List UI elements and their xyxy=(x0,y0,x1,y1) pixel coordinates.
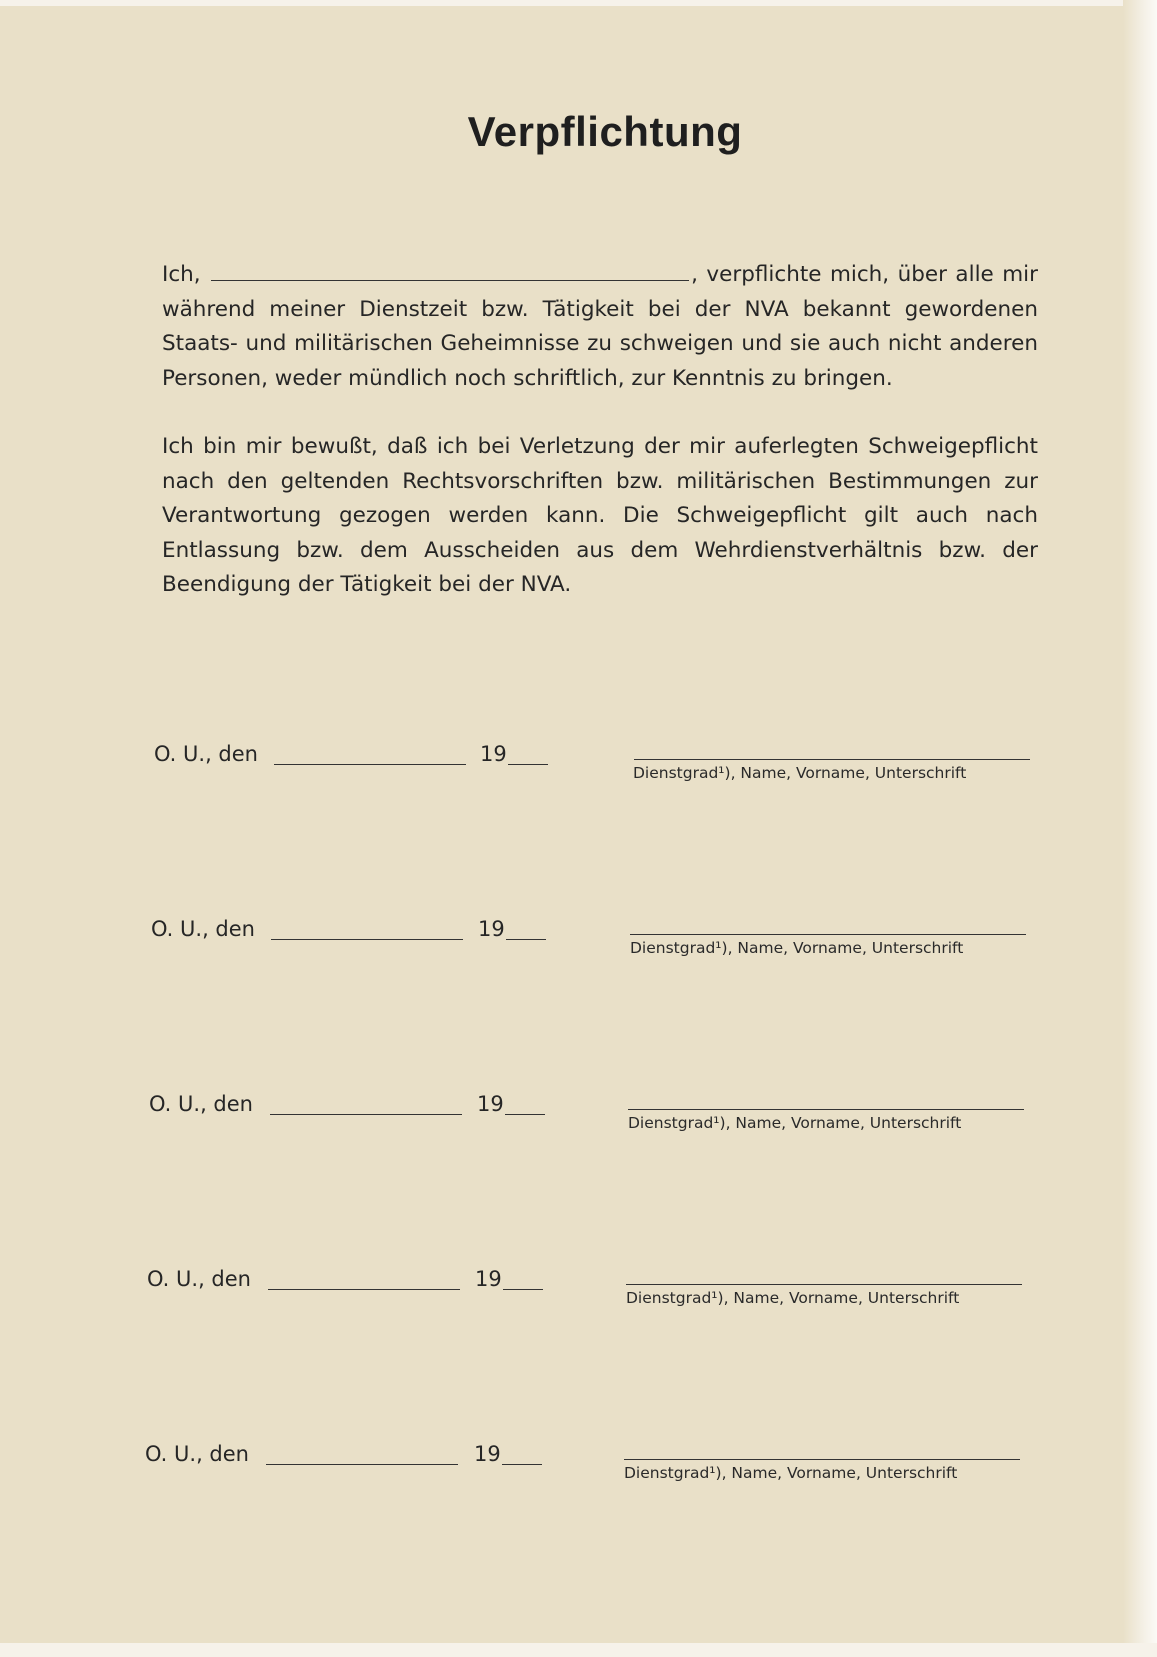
date-fill-line xyxy=(274,764,466,765)
year-prefix: 19 xyxy=(474,1442,501,1466)
signature-fill-line xyxy=(628,1109,1024,1110)
year-prefix: 19 xyxy=(477,1092,504,1116)
signature-caption: Dienstgrad¹), Name, Vorname, Unterschrift xyxy=(626,1289,960,1307)
year-prefix: 19 xyxy=(478,917,505,941)
paragraph-awareness: Ich bin mir bewußt, daß ich bei Verletzung der mir auferlegten Schweigepflicht nach den geltenden Rechtsvorschriften bzw. militärischen Bestimmungen zur Verantwortung gezogen werden kann. Die Schweigepflicht gilt auch nach Entlassung bzw. dem Ausscheiden aus dem Wehrdienstverhältnis bzw. der Beendigung der Tätigkeit bei der NVA. xyxy=(162,434,1038,597)
place-date-label: O. U., den xyxy=(149,1092,253,1116)
signature-row xyxy=(0,917,1157,977)
signature-fill-line xyxy=(624,1459,1020,1460)
place-date-label: O. U., den xyxy=(147,1267,251,1291)
year-fill-line xyxy=(506,939,546,940)
signature-row xyxy=(0,1442,1157,1502)
document-title: Verpflichtung xyxy=(467,108,743,155)
date-fill-line xyxy=(271,939,463,940)
name-fill-line xyxy=(211,266,689,281)
paper-edge-top xyxy=(0,0,1157,6)
year-fill-line xyxy=(508,764,548,765)
year-fill-line xyxy=(505,1114,545,1115)
paper-edge-right xyxy=(1123,0,1157,1657)
year-prefix: 19 xyxy=(475,1267,502,1291)
year-fill-line xyxy=(503,1289,543,1290)
place-date-label: O. U., den xyxy=(145,1442,249,1466)
year-fill-line xyxy=(502,1464,542,1465)
signature-row xyxy=(0,1092,1157,1152)
paragraph-obligation xyxy=(162,258,1038,396)
signature-caption: Dienstgrad¹), Name, Vorname, Unterschrift xyxy=(624,1464,958,1482)
paper-edge-bottom xyxy=(0,1643,1157,1657)
signature-caption: Dienstgrad¹), Name, Vorname, Unterschrift xyxy=(628,1114,962,1132)
paragraph-prefix: Ich, xyxy=(162,262,201,287)
signature-caption: Dienstgrad¹), Name, Vorname, Unterschrift xyxy=(633,764,967,782)
date-fill-line xyxy=(270,1114,462,1115)
signature-row xyxy=(0,1267,1157,1327)
signature-fill-line xyxy=(630,934,1026,935)
signature-fill-line xyxy=(634,759,1030,760)
place-date-label: O. U., den xyxy=(154,742,258,766)
signature-fill-line xyxy=(626,1284,1022,1285)
place-date-label: O. U., den xyxy=(151,917,255,941)
signature-caption: Dienstgrad¹), Name, Vorname, Unterschrift xyxy=(630,939,964,957)
paragraph-obligation-text: , verpflichte mich, über alle mir während meiner Dienstzeit bzw. Tätigkeit bei der NVA bekannt gewordenen Staats- und militärischen Geheimnisse zu schweigen und sie auch nicht anderen Personen, weder mündlich noch schriftlich, zur Kenntnis zu bringen. xyxy=(162,262,1038,391)
year-prefix: 19 xyxy=(480,742,507,766)
signature-row xyxy=(0,742,1157,802)
date-fill-line xyxy=(266,1464,458,1465)
date-fill-line xyxy=(268,1289,460,1290)
